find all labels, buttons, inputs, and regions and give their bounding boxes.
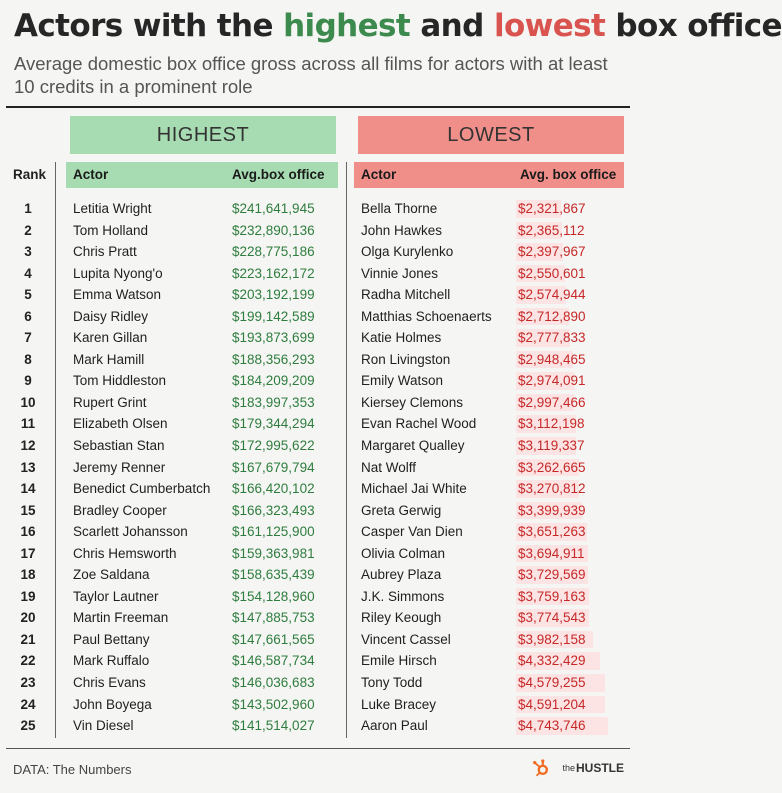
highest-actor-cell: Karen Gillan bbox=[73, 330, 148, 346]
highest-actor-cell: Bradley Cooper bbox=[73, 502, 167, 518]
highest-actor-cell: Benedict Cumberbatch bbox=[73, 481, 211, 497]
highest-value-cell: $146,036,683 bbox=[232, 675, 315, 691]
lowest-value-cell bbox=[518, 284, 618, 306]
table-row bbox=[0, 349, 636, 371]
lowest-value-text: $2,550,601 bbox=[518, 265, 586, 281]
rank-cell: 4 bbox=[24, 265, 32, 281]
lowest-actor-cell: J.K. Simmons bbox=[361, 588, 445, 604]
lowest-value-cell bbox=[518, 586, 618, 608]
lowest-actor-cell: Michael Jai White bbox=[361, 481, 467, 497]
highest-actor-cell: Mark Hamill bbox=[73, 351, 145, 367]
lowest-value-cell bbox=[518, 543, 618, 565]
title-mid: and bbox=[420, 8, 484, 44]
highest-actor-cell: John Boyega bbox=[73, 696, 152, 712]
lowest-value-cell bbox=[518, 564, 618, 586]
rank-cell: 23 bbox=[20, 675, 36, 691]
highest-value-cell: $203,192,199 bbox=[232, 287, 315, 303]
lowest-value-cell bbox=[518, 435, 618, 457]
table-row bbox=[0, 435, 636, 457]
highest-value-cell: $166,420,102 bbox=[232, 481, 315, 497]
highest-value-cell: $143,502,960 bbox=[232, 696, 315, 712]
rank-cell: 25 bbox=[20, 718, 36, 734]
lowest-value-cell bbox=[518, 327, 618, 349]
lowest-value-text: $3,759,163 bbox=[518, 588, 586, 604]
lowest-value-cell bbox=[518, 694, 618, 716]
title-pre: Actors with the bbox=[14, 8, 273, 44]
table-row bbox=[0, 629, 636, 651]
highest-value-cell: $184,209,209 bbox=[232, 373, 315, 389]
title-post: box office bbox=[615, 8, 782, 44]
lowest-value-cell bbox=[518, 306, 618, 328]
lowest-value-text: $2,397,967 bbox=[518, 244, 586, 260]
rank-cell: 9 bbox=[24, 373, 32, 389]
highest-actor-cell: Zoe Saldana bbox=[73, 567, 150, 583]
highest-value-header: Avg.box office bbox=[232, 167, 325, 182]
table-row bbox=[0, 586, 636, 608]
highest-value-cell: $241,641,945 bbox=[232, 201, 315, 216]
rank-cell: 13 bbox=[20, 459, 36, 475]
lowest-value-text: $4,743,746 bbox=[518, 718, 586, 734]
table-row bbox=[0, 694, 636, 716]
highest-actor-cell: Chris Pratt bbox=[73, 244, 137, 260]
highest-actor-cell: Paul Bettany bbox=[73, 631, 150, 647]
highest-actor-cell: Lupita Nyong'o bbox=[73, 265, 163, 281]
top-divider bbox=[6, 106, 630, 108]
rank-cell: 1 bbox=[24, 201, 32, 216]
lowest-actor-cell: Kiersey Clemons bbox=[361, 394, 464, 410]
lowest-column-header bbox=[354, 162, 624, 188]
lowest-value-cell bbox=[518, 650, 618, 672]
highest-value-cell: $193,873,699 bbox=[232, 330, 315, 346]
highest-value-cell: $188,356,293 bbox=[232, 351, 315, 367]
lowest-value-text: $4,591,204 bbox=[518, 696, 586, 712]
table-row bbox=[0, 478, 636, 500]
lowest-value-text: $2,974,091 bbox=[518, 373, 586, 389]
lowest-value-text: $3,119,337 bbox=[518, 438, 585, 454]
lowest-banner: LOWEST bbox=[358, 116, 624, 154]
highest-actor-cell: Mark Ruffalo bbox=[73, 653, 150, 669]
highest-actor-cell: Daisy Ridley bbox=[73, 308, 149, 324]
lowest-value-text: $2,948,465 bbox=[518, 351, 586, 367]
highest-actor-cell: Elizabeth Olsen bbox=[73, 416, 168, 432]
lowest-actor-cell: Nat Wolff bbox=[361, 459, 417, 475]
lowest-value-text: $4,332,429 bbox=[518, 653, 586, 669]
lowest-actor-cell: Evan Rachel Wood bbox=[361, 416, 477, 432]
lowest-actor-cell: Luke Bracey bbox=[361, 696, 437, 712]
highest-actor-cell: Taylor Lautner bbox=[73, 588, 159, 604]
table-row bbox=[0, 564, 636, 586]
highest-actor-cell: Chris Hemsworth bbox=[73, 545, 177, 561]
chart-subtitle: Average domestic box office gross across all films for actors with at least 10 credits in a prominent role bbox=[14, 53, 608, 97]
rank-cell: 22 bbox=[20, 653, 36, 669]
lowest-value-cell bbox=[518, 478, 618, 500]
table-row bbox=[0, 370, 636, 392]
table-row bbox=[0, 327, 636, 349]
table-row bbox=[0, 521, 636, 543]
highest-value-cell: $172,995,622 bbox=[232, 438, 315, 454]
lowest-actor-cell: John Hawkes bbox=[361, 222, 443, 238]
rank-cell: 20 bbox=[20, 610, 36, 626]
rank-cell: 8 bbox=[24, 351, 32, 367]
lowest-value-text: $3,694,911 bbox=[518, 545, 585, 561]
highest-value-cell: $232,890,136 bbox=[232, 222, 315, 238]
highest-value-cell: $147,661,565 bbox=[232, 631, 315, 647]
lowest-value-text: $3,399,939 bbox=[518, 502, 586, 518]
lowest-value-text: $3,270,812 bbox=[518, 481, 586, 497]
lowest-value-text: $2,712,890 bbox=[518, 308, 586, 324]
lowest-actor-cell: Aaron Paul bbox=[361, 718, 428, 734]
highest-column-header bbox=[66, 162, 338, 188]
lowest-value-text: $3,982,158 bbox=[518, 631, 586, 647]
highest-actor-cell: Letitia Wright bbox=[73, 201, 152, 216]
lowest-actor-cell: Radha Mitchell bbox=[361, 287, 451, 303]
lowest-actor-cell: Emily Watson bbox=[361, 373, 444, 389]
lowest-value-cell bbox=[518, 241, 618, 263]
rank-cell: 16 bbox=[20, 524, 36, 540]
lowest-value-text: $2,997,466 bbox=[518, 394, 586, 410]
lowest-value-text: $3,112,198 bbox=[518, 416, 585, 432]
lowest-actor-cell: Casper Van Dien bbox=[361, 524, 463, 540]
lowest-value-header: Avg. box office bbox=[520, 167, 617, 182]
highest-actor-header: Actor bbox=[73, 167, 109, 182]
lowest-value-text: $4,579,255 bbox=[518, 675, 586, 691]
lowest-actor-cell: Ron Livingston bbox=[361, 351, 451, 367]
rank-cell: 19 bbox=[20, 588, 36, 604]
rank-cell: 21 bbox=[20, 631, 36, 647]
table-row bbox=[0, 198, 636, 220]
highest-actor-cell: Vin Diesel bbox=[73, 718, 134, 734]
lowest-value-cell bbox=[518, 500, 618, 522]
lowest-value-cell bbox=[518, 370, 618, 392]
highest-value-cell: $141,514,027 bbox=[232, 718, 315, 734]
table-row bbox=[0, 241, 636, 263]
table-row bbox=[0, 413, 636, 435]
rank-cell: 18 bbox=[20, 567, 36, 583]
highest-actor-cell: Emma Watson bbox=[73, 287, 162, 303]
lowest-actor-cell: Olga Kurylenko bbox=[361, 244, 454, 260]
rank-cell: 24 bbox=[20, 696, 36, 712]
highest-value-cell: $161,125,900 bbox=[232, 524, 315, 540]
rank-cell: 6 bbox=[24, 308, 32, 324]
lowest-value-text: $2,365,112 bbox=[518, 222, 585, 238]
lowest-value-cell bbox=[518, 413, 618, 435]
lowest-value-cell bbox=[518, 198, 618, 220]
lowest-actor-cell: Bella Thorne bbox=[361, 201, 438, 216]
lowest-actor-cell: Olivia Colman bbox=[361, 545, 446, 561]
table-row bbox=[0, 457, 636, 479]
rank-cell: 10 bbox=[20, 394, 36, 410]
data-source: DATA: The Numbers bbox=[13, 762, 132, 777]
lowest-value-cell bbox=[518, 629, 618, 651]
highest-value-cell: $179,344,294 bbox=[232, 416, 315, 432]
highest-value-cell: $154,128,960 bbox=[232, 588, 315, 604]
lowest-value-cell bbox=[518, 263, 618, 285]
table-row bbox=[0, 607, 636, 629]
lowest-actor-cell: Tony Todd bbox=[361, 675, 423, 691]
brand-logo bbox=[532, 757, 624, 779]
lowest-actor-header: Actor bbox=[361, 167, 397, 182]
lowest-actor-cell: Greta Gerwig bbox=[361, 502, 442, 518]
lowest-actor-cell: Riley Keough bbox=[361, 610, 442, 626]
highest-value-cell: $199,142,589 bbox=[232, 308, 315, 324]
highest-actor-cell: Rupert Grint bbox=[73, 394, 147, 410]
lowest-value-cell bbox=[518, 220, 618, 242]
highest-value-cell: $223,162,172 bbox=[232, 265, 315, 281]
table-row bbox=[0, 263, 636, 285]
lowest-value-cell bbox=[518, 672, 618, 694]
rank-cell: 2 bbox=[24, 222, 32, 238]
highest-actor-cell: Jeremy Renner bbox=[73, 459, 166, 475]
table-row bbox=[0, 543, 636, 565]
lowest-value-cell bbox=[518, 349, 618, 371]
lowest-actor-cell: Emile Hirsch bbox=[361, 653, 437, 669]
highest-banner: HIGHEST bbox=[70, 116, 336, 154]
rank-cell: 3 bbox=[24, 244, 32, 260]
highest-value-cell: $228,775,186 bbox=[232, 244, 315, 260]
lowest-value-cell bbox=[518, 607, 618, 629]
title-lowest: lowest bbox=[493, 8, 606, 44]
hubspot-sprocket-icon bbox=[532, 759, 550, 777]
lowest-value-text: $3,729,569 bbox=[518, 567, 586, 583]
lowest-value-text: $2,777,833 bbox=[518, 330, 586, 346]
lowest-value-text: $3,774,543 bbox=[518, 610, 586, 626]
lowest-value-cell bbox=[518, 521, 618, 543]
rank-cell: 14 bbox=[20, 481, 36, 497]
table-row bbox=[0, 284, 636, 306]
rank-cell: 15 bbox=[20, 502, 36, 518]
title-highest: highest bbox=[283, 8, 411, 44]
table-row bbox=[0, 650, 636, 672]
table-row bbox=[0, 306, 636, 328]
table-row bbox=[0, 715, 636, 737]
rank-header: Rank bbox=[13, 167, 47, 182]
highest-value-cell: $166,323,493 bbox=[232, 502, 315, 518]
table-row bbox=[0, 220, 636, 242]
highest-value-cell: $159,363,981 bbox=[232, 545, 315, 561]
table-row bbox=[0, 392, 636, 414]
lowest-value-cell bbox=[518, 715, 618, 737]
table-row bbox=[0, 500, 636, 522]
lowest-value-text: $2,574,944 bbox=[518, 287, 586, 303]
lowest-actor-cell: Margaret Qualley bbox=[361, 438, 465, 454]
highest-actor-cell: Martin Freeman bbox=[73, 610, 169, 626]
highest-actor-cell: Sebastian Stan bbox=[73, 438, 165, 454]
highest-value-cell: $147,885,753 bbox=[232, 610, 315, 626]
lowest-value-cell bbox=[518, 457, 618, 479]
lowest-value-text: $2,321,867 bbox=[518, 201, 586, 216]
table-body bbox=[0, 198, 636, 737]
lowest-actor-cell: Katie Holmes bbox=[361, 330, 442, 346]
highest-value-cell: $158,635,439 bbox=[232, 567, 315, 583]
chart-title bbox=[14, 8, 782, 44]
rank-cell: 7 bbox=[24, 330, 32, 346]
brand-the: the bbox=[562, 763, 575, 773]
lowest-value-text: $3,651,263 bbox=[518, 524, 586, 540]
highest-actor-cell: Tom Holland bbox=[73, 222, 149, 238]
highest-actor-cell: Tom Hiddleston bbox=[73, 373, 167, 389]
rank-cell: 17 bbox=[20, 545, 36, 561]
lowest-value-cell bbox=[518, 392, 618, 414]
highest-actor-cell: Chris Evans bbox=[73, 675, 146, 691]
lowest-actor-cell: Aubrey Plaza bbox=[361, 567, 442, 583]
lowest-actor-cell: Matthias Schoenaerts bbox=[361, 308, 492, 324]
rank-cell: 11 bbox=[20, 416, 36, 432]
rank-cell: 5 bbox=[24, 287, 32, 303]
lowest-value-text: $3,262,665 bbox=[518, 459, 586, 475]
highest-actor-cell: Scarlett Johansson bbox=[73, 524, 188, 540]
rank-cell: 12 bbox=[20, 438, 36, 454]
highest-value-cell: $167,679,794 bbox=[232, 459, 315, 475]
table-row bbox=[0, 672, 636, 694]
highest-value-cell: $183,997,353 bbox=[232, 394, 315, 410]
highest-value-cell: $146,587,734 bbox=[232, 653, 315, 669]
lowest-actor-cell: Vinnie Jones bbox=[361, 265, 439, 281]
bottom-divider bbox=[6, 748, 630, 749]
lowest-actor-cell: Vincent Cassel bbox=[361, 631, 451, 647]
brand-name: HUSTLE bbox=[576, 761, 624, 775]
